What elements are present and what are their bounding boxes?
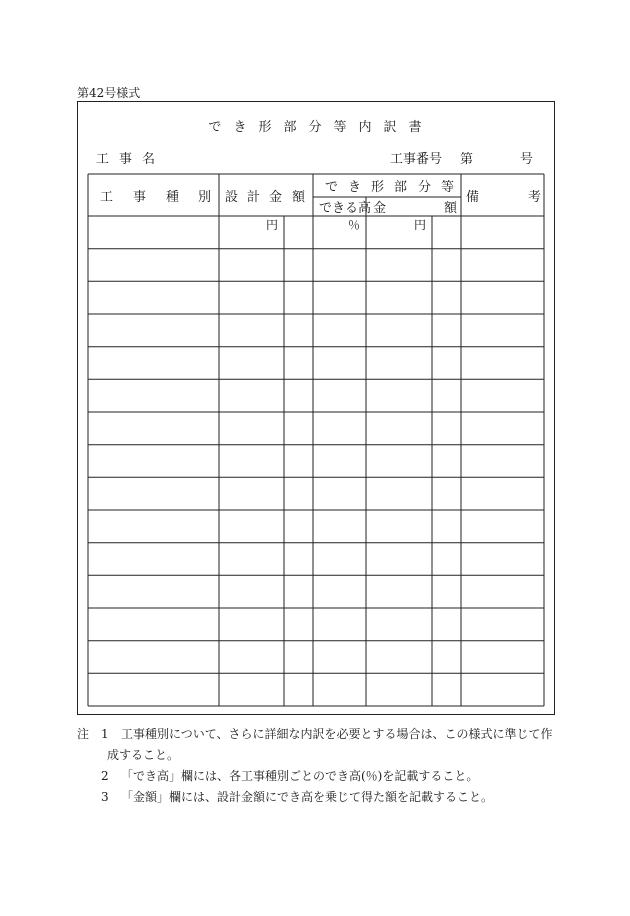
unit-yen-design: 円	[266, 218, 279, 232]
form-number: 第42号様式	[77, 86, 141, 100]
title-char: 形	[258, 120, 272, 135]
header-gaku: 額	[444, 201, 458, 216]
header-kin: 金	[373, 201, 387, 216]
kouji-mei-char: 事	[119, 152, 133, 167]
unit-percent: ％	[348, 218, 361, 232]
note-continuation	[77, 745, 557, 766]
form-frame	[77, 101, 555, 715]
header-sekkei-kingaku-char: 計	[247, 190, 261, 205]
header-bikou-left: 備	[466, 190, 480, 205]
title-char: 部	[283, 120, 297, 135]
header-kouji-shubetsu-char: 工	[100, 190, 114, 205]
header-kouji-shubetsu-char: 事	[133, 190, 147, 205]
note-text: 成すること。	[107, 748, 180, 762]
note-lead: 注	[77, 727, 90, 741]
title-char: で	[208, 120, 222, 135]
header-dekigata-char: 分	[418, 180, 432, 195]
kouji-mei-char: 名	[142, 152, 156, 167]
kouji-mei-label	[96, 148, 165, 167]
kouji-bangou	[390, 148, 534, 167]
note-item	[77, 766, 557, 787]
title-char: 書	[408, 120, 422, 135]
header-bikou-right: 考	[528, 190, 542, 205]
note-text: 「金額」欄には、設計金額にでき高を乗じて得た額を記載すること。	[121, 790, 494, 804]
kouji-bangou-go: 号	[520, 152, 534, 167]
kouji-bangou-label: 工事番号	[390, 152, 443, 167]
kouji-mei-char: 工	[96, 152, 110, 167]
note-text: 工事種別について、さらに詳細な内訳を必要とする場合は、この様式に準じて作	[121, 727, 553, 741]
header-sekkei-kingaku-char: 設	[225, 190, 239, 205]
header-kouji-shubetsu-char: 別	[198, 190, 212, 205]
note-item	[77, 724, 557, 745]
kouji-bangou-dai: 第	[460, 152, 474, 167]
header-dekidaka: できる高	[319, 201, 372, 216]
unit-yen-amount: 円	[414, 218, 427, 232]
notes	[77, 724, 557, 808]
header-sekkei-kingaku-char: 金	[269, 190, 283, 205]
title-char: 内	[358, 120, 372, 135]
header-dekigata-char: 形	[371, 180, 385, 195]
header-kouji-shubetsu-char: 種	[166, 190, 180, 205]
document-title	[0, 116, 630, 135]
header-dekigata-char: 等	[441, 180, 455, 195]
title-char: 等	[333, 120, 347, 135]
header-dekigata-char: 部	[394, 180, 408, 195]
note-text: 「でき高」欄には、各工事種別ごとのでき高(％)を記載すること。	[121, 769, 479, 783]
header-dekigata-char: き	[348, 180, 362, 195]
header-sekkei-kingaku-char: 額	[292, 190, 306, 205]
note-number: 2	[101, 769, 109, 783]
title-char: 訳	[383, 120, 397, 135]
note-number: 3	[101, 790, 109, 804]
note-number: 1	[101, 727, 109, 741]
header-dekigata-char: で	[325, 180, 339, 195]
title-char: 分	[308, 120, 322, 135]
title-char: き	[233, 120, 247, 135]
note-item	[77, 787, 557, 808]
